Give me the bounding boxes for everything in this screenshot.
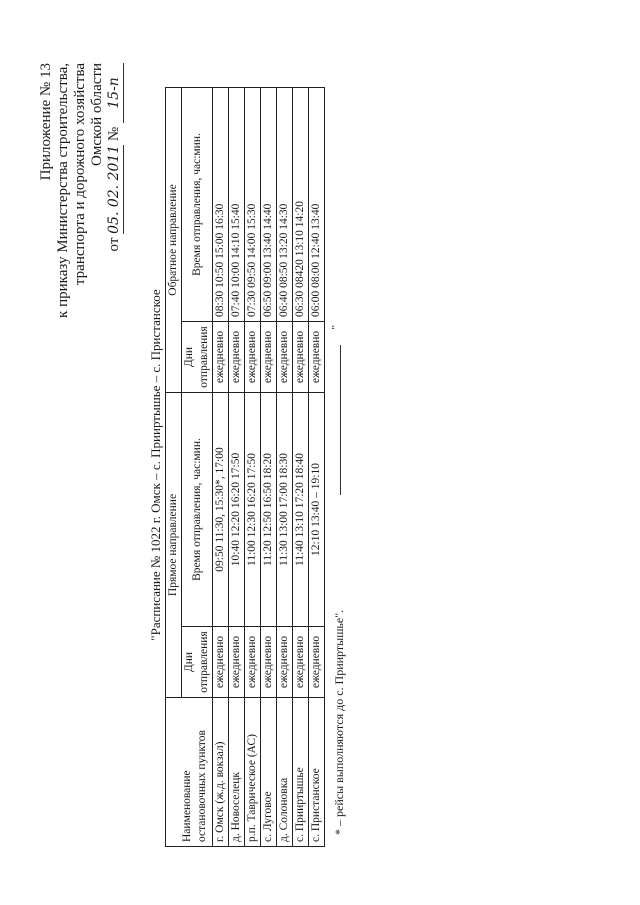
time-forward-cell: 11:30 13:00 17:00 18:30 [277,393,293,627]
days-forward-cell: ежедневно [229,627,245,698]
days-forward-cell: ежедневно [245,627,261,698]
header-days-forward: Дни отправления [182,627,213,698]
days-backward-cell: ежедневно [309,322,325,393]
days-backward-cell: ежедневно [229,322,245,393]
time-backward-cell: 06:00 08:00 12:40 13:40 [309,88,325,322]
appendix-header [38,63,124,318]
header-stop-name: Наименование остановочных пунктов [166,698,213,847]
table-row [213,88,229,847]
time-backward-cell: 06:40 08:50 13:20 14:30 [277,88,293,322]
days-forward-cell: ежедневно [261,627,277,698]
time-backward-cell: 08:30 10:50 15:00 16:30 [213,88,229,322]
header-time-backward: Время отправления, час:мин. [182,88,213,322]
time-forward-cell: 09:50 11:30, 15:30*, 17:00 [213,393,229,627]
time-forward-cell: 11:20 12:50 16:50 18:20 [261,393,277,627]
table-row [277,88,293,847]
header-time-forward: Время отправления, час:мин. [182,393,213,627]
order-number: 15-п [106,63,124,123]
days-backward-cell: ежедневно [261,322,277,393]
time-forward-cell: 12:10 13:40 – 19:10 [309,393,325,627]
stop-name-cell: с. Прииртышье [293,698,309,847]
closing-quote: " [330,325,342,330]
signature-line [340,345,341,495]
table-row [245,88,261,847]
schedule-table [165,87,325,847]
time-backward-cell: 06:50 09:00 13:40 14:40 [261,88,277,322]
appendix-number: Приложение № 13 [38,63,54,181]
from-label: от [106,237,122,252]
closing-signature [330,325,341,495]
time-backward-cell: 07:40 10:00 14:10 15:40 [229,88,245,322]
days-backward-cell: ежедневно [213,322,229,393]
order-reference: к приказу Министерства строительства, [55,63,71,318]
stop-name-cell: д. Солоновка [277,698,293,847]
header-forward-direction: Прямое направление [166,393,182,698]
days-forward-cell: ежедневно [309,627,325,698]
table-row [309,88,325,847]
stop-name-cell: с. Пристанское [309,698,325,847]
stop-name-cell: д. Новоселецк [229,698,245,847]
table-row [229,88,245,847]
schedule-title: "Расписание № 1022 г. Омск – с. Прииртышье – с. Пристанское [148,289,163,641]
days-forward-cell: ежедневно [277,627,293,698]
days-backward-cell: ежедневно [277,322,293,393]
order-date: 05. 02. 2011 [106,144,122,234]
stop-name-cell: г. Омск (ж.д. вокзал) [213,698,229,847]
stop-name-cell: с. Луговое [261,698,277,847]
header-days-backward: Дни отправления [182,322,213,393]
schedule-rows [213,88,325,847]
rotated-document [30,55,630,875]
number-label: № [106,126,122,142]
ministry-name: транспорта и дорожного хозяйства [72,63,88,286]
days-forward-cell: ежедневно [213,627,229,698]
days-backward-cell: ежедневно [245,322,261,393]
time-forward-cell: 10:40 12:20 16:20 17:50 [229,393,245,627]
region-name: Омской области [89,63,105,166]
time-forward-cell: 11:00 12:30 16:20 17:50 [245,393,261,627]
order-date-number [106,63,124,318]
time-backward-cell: 06:30 08420 13:10 14:20 [293,88,309,322]
table-row [293,88,309,847]
days-forward-cell: ежедневно [293,627,309,698]
header-backward-direction: Обратное направление [166,88,182,393]
table-row [261,88,277,847]
stop-name-cell: р.п. Таврическое (АС) [245,698,261,847]
footnote: * – рейсы выполняются до с. Прииртышье". [332,609,346,835]
days-backward-cell: ежедневно [293,322,309,393]
time-forward-cell: 11:40 13:10 17:20 18:40 [293,393,309,627]
time-backward-cell: 07:30 09:50 14:00 15:30 [245,88,261,322]
